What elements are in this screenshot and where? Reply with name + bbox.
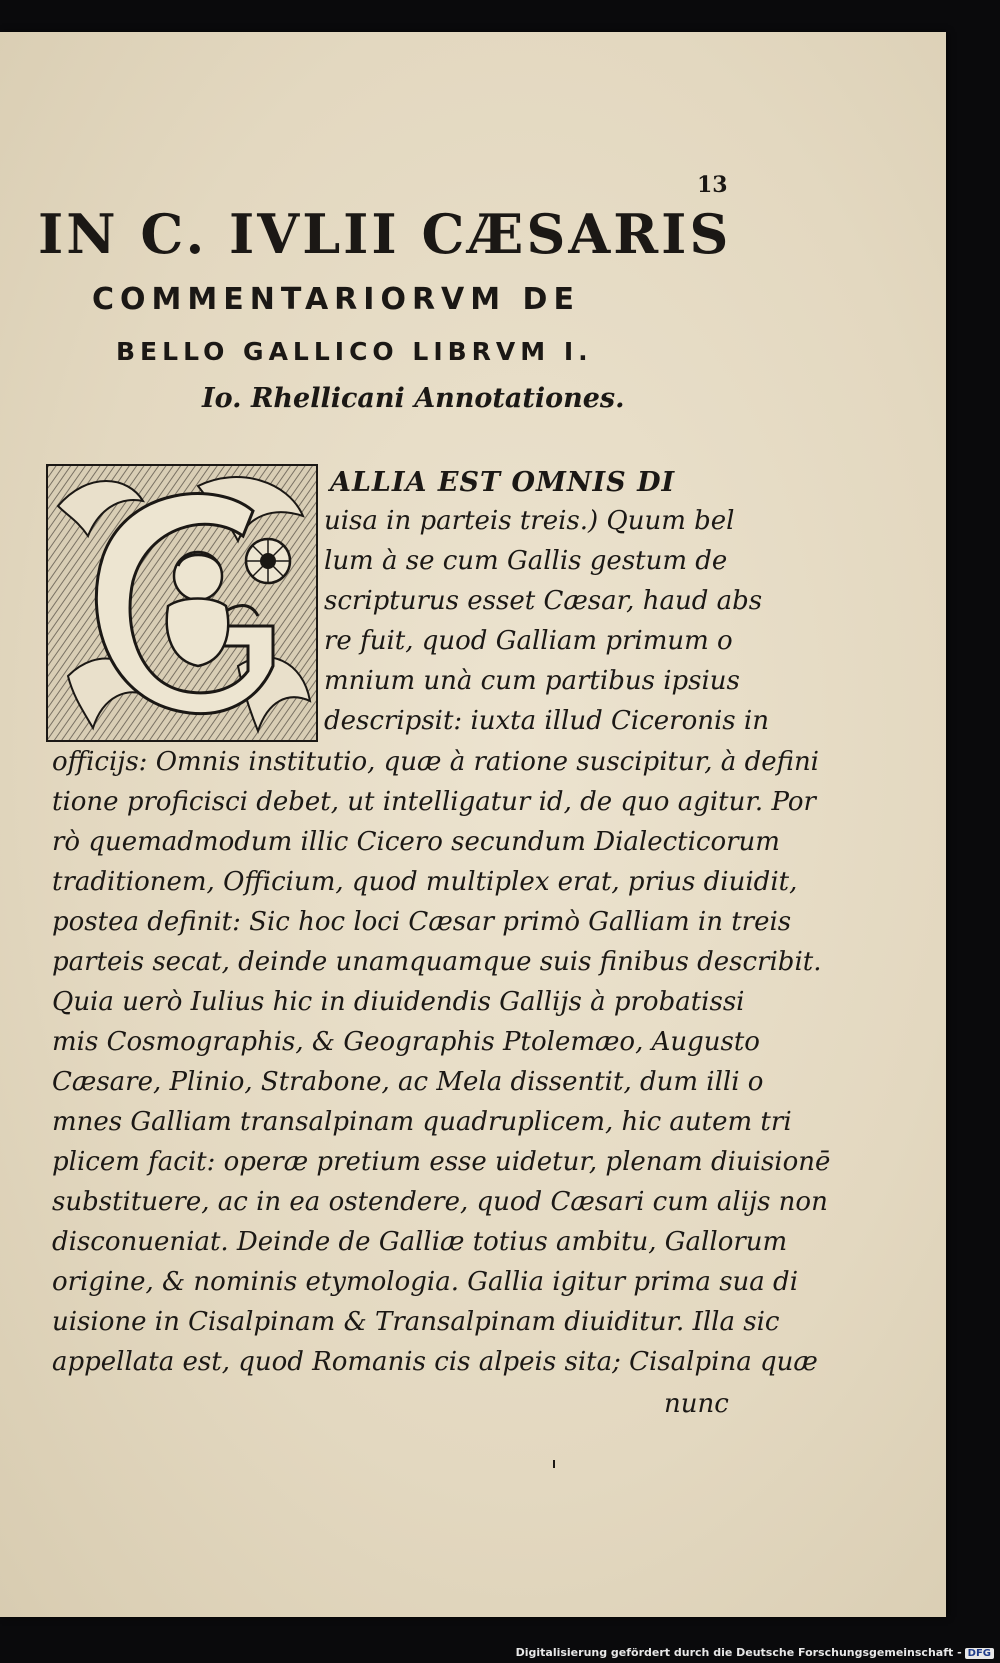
text-line: tione proficisci debet, ut intelligatur id, de quo agitur. Por	[52, 787, 816, 817]
decorated-initial-g	[46, 464, 318, 742]
title-line-3: BELLO GALLICO LIBRVM I.	[116, 337, 593, 366]
text-line: appellata est, quod Romanis cis alpeis sita; Cisalpina quæ	[52, 1347, 818, 1377]
text-line-beside-initial: descripsit: iuxta illud Ciceronis in	[324, 706, 769, 736]
text-line: mnes Galliam transalpinam quadruplicem, hic autem tri	[52, 1107, 792, 1137]
text-line: officijs: Omnis institutio, quæ à ratione suscipitur, à defini	[52, 747, 819, 777]
dfg-logo: DFG	[965, 1648, 994, 1659]
text-line: Cæsare, Plinio, Strabone, ac Mela dissentit, dum illi o	[52, 1067, 764, 1097]
text-line-beside-initial: re fuit, quod Galliam primum o	[324, 626, 733, 656]
text-line-beside-initial: lum à se cum Gallis gestum de	[324, 546, 728, 576]
text-line-beside-initial: scripturus esset Cæsar, haud abs	[324, 586, 763, 616]
text-line-beside-initial: mnium unà cum partibus ipsius	[324, 666, 740, 696]
text-line: disconueniat. Deinde de Galliæ totius ambitu, Gallorum	[52, 1227, 788, 1257]
title-line-4: Io. Rhellicani Annotationes.	[202, 383, 625, 414]
book-page	[0, 32, 946, 1617]
text-line-beside-initial: ALLIA EST OMNIS DI	[330, 467, 676, 498]
text-line: plicem facit: operæ pretium esse uidetur, plenam diuisionē	[52, 1147, 831, 1177]
digitization-credit	[516, 1646, 994, 1659]
text-line: substituere, ac in ea ostendere, quod Cæsari cum alijs non	[52, 1187, 828, 1217]
catchword: nunc	[664, 1389, 729, 1419]
folio-number: 13	[697, 172, 728, 198]
text-line: parteis secat, deinde unamquamque suis finibus describit.	[52, 947, 822, 977]
title-line-2: COMMENTARIORVM DE	[92, 282, 580, 317]
title-line-1: IN C. IVLII CÆSARIS	[38, 202, 732, 266]
stray-mark	[553, 1460, 555, 1468]
text-line: rò quemadmodum illic Cicero secundum Dialecticorum	[52, 827, 780, 857]
text-line: origine, & nominis etymologia. Gallia igitur prima sua di	[52, 1267, 799, 1297]
text-line: traditionem, Officium, quod multiplex erat, prius diuidit,	[52, 867, 798, 897]
text-line-beside-initial: uisa in parteis treis.) Quum bel	[324, 506, 735, 536]
text-line: mis Cosmographis, & Geographis Ptolemæo, Augusto	[52, 1027, 760, 1057]
text-line: uisione in Cisalpinam & Transalpinam diuiditur. Illa sic	[52, 1307, 780, 1337]
digitization-credit-text: Digitalisierung gefördert durch die Deutsche Forschungsgemeinschaft -	[515, 1646, 962, 1659]
text-line: postea definit: Sic hoc loci Cæsar primò Galliam in treis	[52, 907, 792, 937]
woodcut-initial-illustration	[48, 466, 316, 740]
text-line: Quia uerò Iulius hic in diuidendis Gallijs à probatissi	[52, 987, 745, 1017]
